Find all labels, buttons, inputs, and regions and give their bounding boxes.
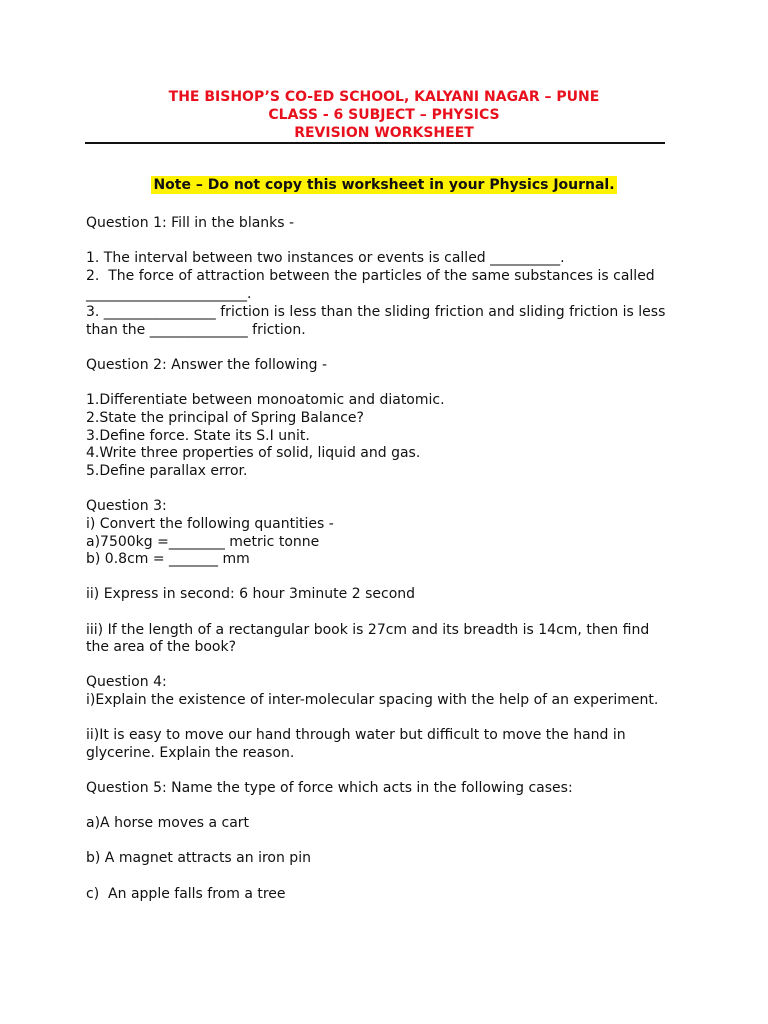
q3-part-3-line2: the area of the book? — [86, 639, 237, 655]
note-highlight: Note – Do not copy this worksheet in your Physics Journal. — [153, 177, 615, 193]
worksheet-header — [0, 88, 768, 142]
q4-part-2-line2: glycerine. Explain the reason. — [86, 745, 295, 761]
q3-part-2: ii) Express in second: 6 hour 3minute 2 second — [86, 586, 416, 602]
school-name: THE BISHOP’S CO-ED SCHOOL, KALYANI NAGAR – PUNE — [168, 89, 600, 105]
q2-item-1: 1.Differentiate between monoatomic and diatomic. — [86, 392, 445, 408]
note-container — [0, 174, 768, 194]
q4-part-1: i)Explain the existence of inter-molecular spacing with the help of an experiment. — [86, 692, 659, 708]
q2-item-2: 2.State the principal of Spring Balance? — [86, 410, 364, 426]
q1-item-1: 1. The interval between two instances or events is called __________. — [86, 250, 565, 266]
q1-item-3-line2: than the ______________ friction. — [86, 322, 306, 338]
q4-heading: Question 4: — [86, 674, 167, 690]
q4-part-2-line1: ii)It is easy to move our hand through water but difficult to move the hand in — [86, 727, 626, 743]
worksheet-title: REVISION WORKSHEET — [294, 125, 474, 141]
q1-item-3-line1: 3. ________________ friction is less than the sliding friction and sliding friction is less — [86, 304, 666, 320]
q2-heading: Question 2: Answer the following - — [86, 357, 328, 373]
q2-item-3: 3.Define force. State its S.I unit. — [86, 428, 310, 444]
q5-case-a: a)A horse moves a cart — [86, 815, 250, 831]
q3-part-1: i) Convert the following quantities - — [86, 516, 334, 532]
q5-case-b: b) A magnet attracts an iron pin — [86, 850, 311, 866]
q3-part-3-line1: iii) If the length of a rectangular book is 27cm and its breadth is 14cm, then find — [86, 622, 650, 638]
q2-item-4: 4.Write three properties of solid, liquid and gas. — [86, 445, 421, 461]
class-subject: CLASS - 6 SUBJECT – PHYSICS — [268, 107, 500, 123]
q3-part-1a: a)7500kg =________ metric tonne — [86, 534, 320, 550]
q1-heading: Question 1: Fill in the blanks - — [86, 215, 295, 231]
q2-item-5: 5.Define parallax error. — [86, 463, 248, 479]
q1-item-2-line2: _______________________. — [86, 286, 252, 302]
q3-heading: Question 3: — [86, 498, 167, 514]
q1-item-2-line1: 2. The force of attraction between the particles of the same substances is called — [86, 268, 655, 284]
header-divider — [85, 142, 665, 144]
q3-part-1b: b) 0.8cm = _______ mm — [86, 551, 250, 567]
q5-heading: Question 5: Name the type of force which acts in the following cases: — [86, 780, 573, 796]
q5-case-c: c) An apple falls from a tree — [86, 886, 286, 902]
